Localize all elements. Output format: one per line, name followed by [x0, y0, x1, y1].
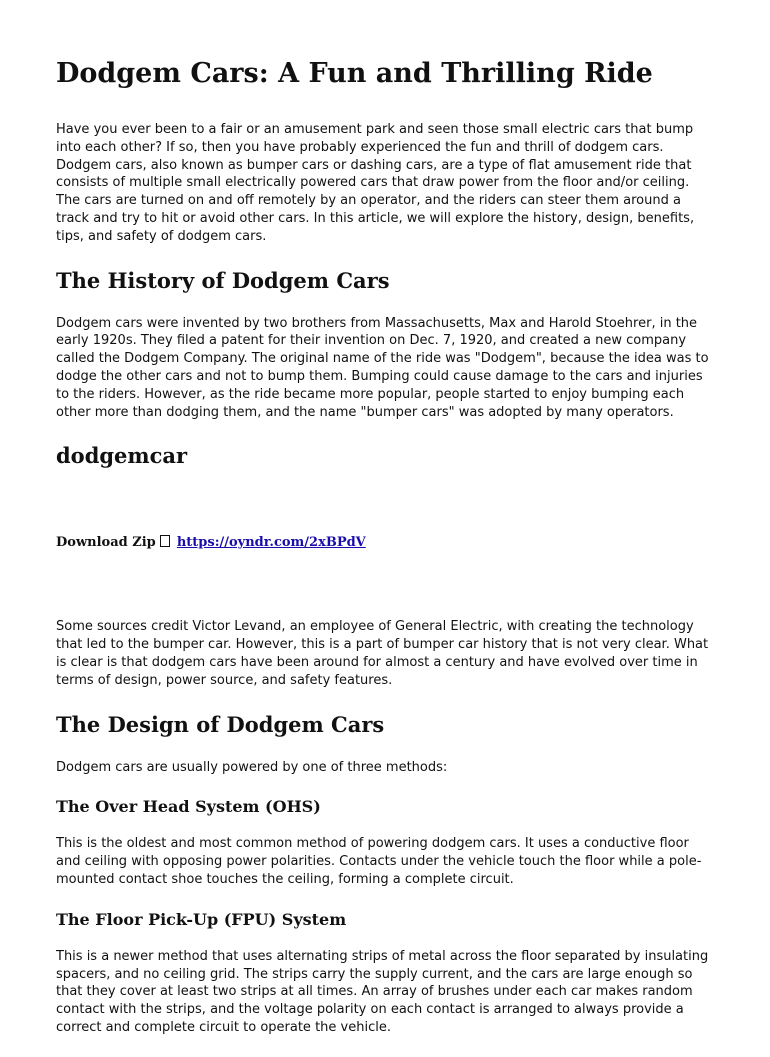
history-paragraph-1: Dodgem cars were invented by two brothers from Massachusetts, Max and Harold Stoehrer, in the early 1920s. They filed a patent for their invention on Dec. 7, 1920, and created a new company called the Dodgem Company. The original name of the ride was "Dodgem", because the idea was to dodge the other cars and not to bump them. Bumping could cause damage to the cars and injuries to the riders. However, as the ride became more popular, people started to enjoy bumping each other more than dodging them, and the name "bumper cars" was adopted by many operators.	[56, 315, 709, 420]
download-line	[56, 534, 716, 552]
design-intro: Dodgem cars are usually powered by one of three methods:	[56, 759, 448, 775]
download-link[interactable]: https://oyndr.com/2xBPdV	[176, 535, 366, 551]
keyword-heading: dodgemcar	[56, 443, 188, 469]
fpu-heading: The Floor Pick-Up (FPU) System	[56, 909, 347, 929]
download-label: Download Zip	[56, 535, 156, 551]
history-heading: The History of Dodgem Cars	[56, 267, 390, 293]
arrow-icon	[160, 535, 170, 547]
intro-paragraph: Have you ever been to a fair or an amusement park and seen those small electric cars that bump into each other? If so, then you have probably experienced the fun and thrill of dodgem cars. Dodgem cars, also known as bumper cars or dashing cars, are a type of flat amusement ride that consists of multiple small electrically powered cars that draw power from the floor and/or ceiling. The cars are turned on and off remotely by an operator, and the riders can steer them around a track and try to hit or avoid other cars. In this article, we will explore the history, design, benefits, tips, and safety of dodgem cars.	[56, 122, 695, 244]
design-heading: The Design of Dodgem Cars	[56, 711, 385, 737]
fpu-paragraph: This is a newer method that uses alternating strips of metal across the floor separated by insulating spacers, and no ceiling grid. The strips carry the supply current, and the cars are large enough so that they cover at least two strips at all times. An array of brushes under each car makes random contact with the strips, and the voltage polarity on each contact is arranged to always provide a correct and complete circuit to operate the vehicle.	[56, 948, 709, 1035]
ohs-paragraph: This is the oldest and most common method of powering dodgem cars. It uses a conductive floor and ceiling with opposing power polarities. Contacts under the vehicle touch the floor while a pole-mounted contact shoe touches the ceiling, forming a complete circuit.	[56, 836, 702, 887]
ohs-heading: The Over Head System (OHS)	[56, 797, 321, 817]
article	[56, 54, 716, 1057]
page-title: Dodgem Cars: A Fun and Thrilling Ride	[56, 58, 653, 89]
history-paragraph-2: Some sources credit Victor Levand, an employee of General Electric, with creating the technology that led to the bumper car. However, this is a part of bumper car history that is not very clear. What is clear is that dodgem cars have been around for almost a century and have evolved over time in terms of design, power source, and safety features.	[56, 619, 709, 688]
